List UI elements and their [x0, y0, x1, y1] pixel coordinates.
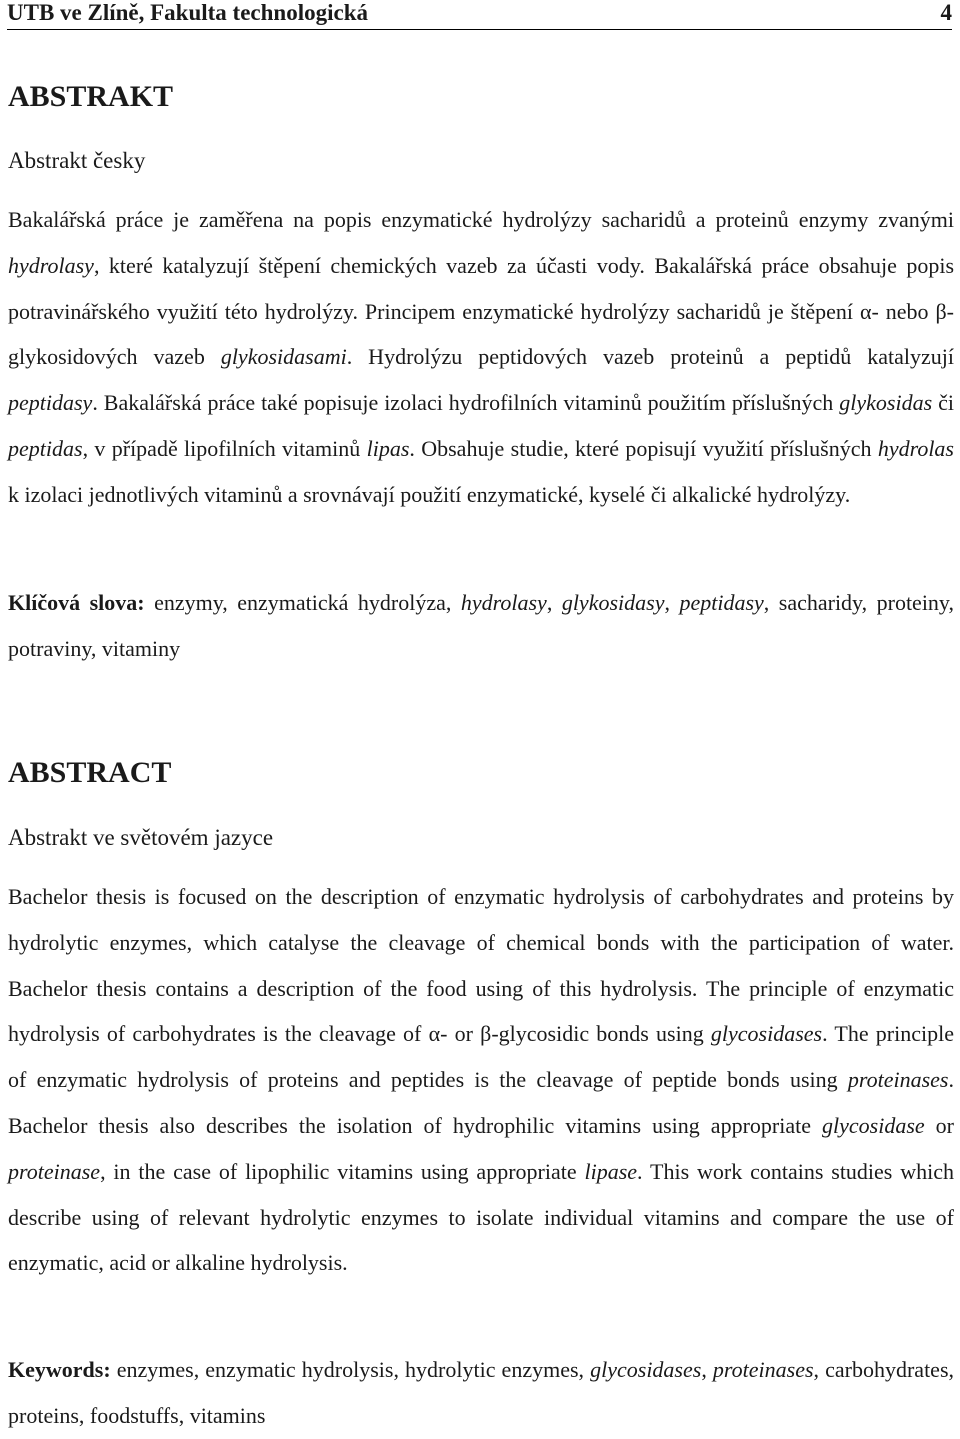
header-page-number: 4 — [940, 0, 952, 25]
subheading-abstrakt-cesky: Abstrakt česky — [8, 148, 146, 173]
subheading-abstrakt-svetovy: Abstrakt ve světovém jazyce — [8, 825, 274, 850]
keywords-en-label: Keywords: — [8, 1357, 111, 1382]
abstract-cz-paragraph: Bakalářská práce je zaměřena na popis enzymatické hydrolýzy sacharidů a proteinů enzymy zvanými hydrolasy, které katalyzují štěpení chemických vazeb za účasti vody. Bakalářská práce obsahuje popis potravinářského využití této hydrolýzy. Principem enzymatické hydrolýzy sacharidů je štěpení α- nebo β-glykosidových vazeb glykosidasami. Hydrolýzu peptidových vazeb proteinů a peptidů katalyzují peptidasy. Bakalářská práce také popisuje izolaci hydrofilních vitaminů použitím příslušných glykosidas či peptidas, v případě lipofilních vitaminů lipas. Obsahuje studie, které popisují využití příslušných hydrolas k izolaci jednotlivých vitaminů a srovnávají použití enzymatické, kyselé či alkalické hydrolýzy. — [8, 207, 954, 507]
running-header — [7, 0, 952, 30]
abstract-en-paragraph: Bachelor thesis is focused on the description of enzymatic hydrolysis of carbohydrates and proteins by hydrolytic enzymes, which catalyse the cleavage of chemical bonds with the participation of water. Bachelor thesis contains a description of the food using of this hydrolysis. The principle of enzymatic hydrolysis of carbohydrates is the cleavage of α- or β-glycosidic bonds using glycosidases. The principle of enzymatic hydrolysis of proteins and peptides is the cleavage of peptide bonds using proteinases. Bachelor thesis also describes the isolation of hydrophilic vitamins using appropriate glycosidase or proteinase, in the case of lipophilic vitamins using appropriate lipase. This work contains studies which describe using of relevant hydrolytic enzymes to isolate individual vitamins and compare the use of enzymatic, acid or alkaline hydrolysis. — [8, 884, 954, 1276]
heading-abstract: ABSTRACT — [8, 756, 172, 789]
keywords-cz-label: Klíčová slova: — [8, 590, 145, 615]
header-institution: UTB ve Zlíně, Fakulta technologická — [7, 0, 368, 25]
keywords-cz: Klíčová slova: enzymy, enzymatická hydrolýza, hydrolasy, glykosidasy, peptidasy, sacharidy, proteiny, potraviny, vitaminy — [8, 590, 954, 661]
heading-abstrakt: ABSTRAKT — [8, 80, 174, 113]
keywords-en: Keywords: enzymes, enzymatic hydrolysis, hydrolytic enzymes, glycosidases, proteinases, carbohydrates, proteins, foodstuffs, vitamins — [8, 1357, 955, 1428]
